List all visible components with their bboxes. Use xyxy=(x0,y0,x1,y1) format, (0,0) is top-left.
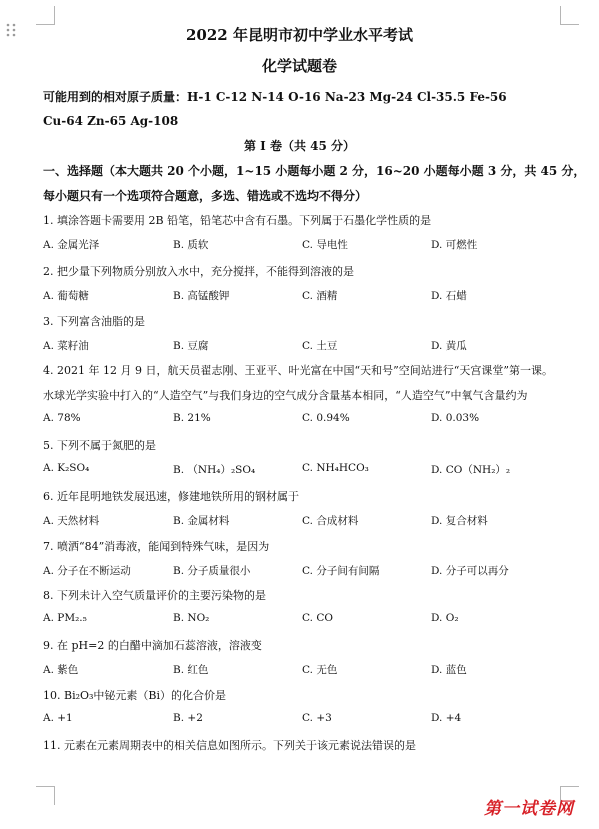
question-stem: 7. 喷洒“84”消毒液，能闻到特殊气味，是因为 xyxy=(43,540,270,553)
question-stem-continued: 水球光学实验中打入的“人造空气”与我们身边的空气成分含量基本相同，“人造空气”中氧气含量约为 xyxy=(43,389,528,402)
question-stem: 6. 近年昆明地铁发展迅速，修建地铁所用的钢材属于 xyxy=(43,490,299,503)
option-d: D. +4 xyxy=(431,712,462,724)
question-stem: 9. 在 pH=2 的白醋中滴加石蕊溶液，溶液变 xyxy=(43,639,262,652)
exam-title: 2022 年昆明市初中学业水平考试 xyxy=(186,26,413,44)
question-stem: 1. 填涂答题卡需要用 2B 铅笔，铅笔芯中含有石墨。下列属于石墨化学性质的是 xyxy=(43,214,432,227)
site-watermark-logo: 第一试卷网 xyxy=(484,799,574,819)
crop-mark-top-left xyxy=(36,6,55,25)
option-d: D. 0.03% xyxy=(431,412,480,424)
option-a: A. 菜籽油 xyxy=(43,340,89,352)
question-stem: 2. 把少量下列物质分别放入水中，充分搅拌，不能得到溶液的是 xyxy=(43,265,354,278)
option-c: C. 分子间有间隔 xyxy=(302,565,380,577)
option-c: C. 0.94% xyxy=(302,412,350,424)
option-d: D. 可燃性 xyxy=(431,239,478,251)
option-d: D. CO（NH₂）₂ xyxy=(431,464,511,476)
question-stem: 11. 元素在元素周期表中的相关信息如图所示。下列关于该元素说法错误的是 xyxy=(43,739,416,752)
option-b: B. NO₂ xyxy=(173,612,210,624)
option-c: C. CO xyxy=(302,612,333,624)
option-a: A. K₂SO₄ xyxy=(43,462,90,474)
option-a: A. 紫色 xyxy=(43,664,79,676)
option-a: A. 78% xyxy=(43,412,81,424)
option-b: B. 红色 xyxy=(173,664,209,676)
option-d: D. 蓝色 xyxy=(431,664,467,676)
option-b: B. 21% xyxy=(173,412,211,424)
option-c: C. 酒精 xyxy=(302,290,338,302)
atomic-mass-line-1: 可能用到的相对原子质量：H-1 C-12 N-14 O-16 Na-23 Mg-24 Cl-35.5 Fe-56 xyxy=(43,90,507,104)
exam-subtitle: 化学试题卷 xyxy=(261,57,337,75)
option-c: C. NH₄HCO₃ xyxy=(302,462,369,474)
option-a: A. 金属光泽 xyxy=(43,239,100,251)
crop-mark-top-right xyxy=(560,6,579,25)
option-c: C. 无色 xyxy=(302,664,338,676)
question-stem: 3. 下列富含油脂的是 xyxy=(43,315,145,328)
option-b: B. +2 xyxy=(173,712,203,724)
option-b: B. 金属材料 xyxy=(173,515,230,527)
option-b: B. 质软 xyxy=(173,239,209,251)
question-stem: 4. 2021 年 12 月 9 日，航天员翟志刚、王亚平、叶光富在中国“天和号”空间站进行“天宫课堂”第一课。 xyxy=(43,364,553,377)
option-a: A. 葡萄糖 xyxy=(43,290,89,302)
option-d: D. O₂ xyxy=(431,612,459,624)
volume-title: 第 I 卷（共 45 分） xyxy=(243,139,356,153)
option-a: A. +1 xyxy=(43,712,73,724)
option-b: B. 高锰酸钾 xyxy=(173,290,230,302)
option-d: D. 分子可以再分 xyxy=(431,565,509,577)
option-a: A. PM₂.₅ xyxy=(43,612,87,624)
option-c: C. 导电性 xyxy=(302,239,348,251)
option-c: C. 合成材料 xyxy=(302,515,359,527)
section-heading-line-2: 每小题只有一个选项符合题意，多选、错选或不选均不得分） xyxy=(43,189,368,203)
option-c: C. +3 xyxy=(302,712,332,724)
option-a: A. 天然材料 xyxy=(43,515,100,527)
option-b: B. 豆腐 xyxy=(173,340,209,352)
question-stem: 10. Bi₂O₃中铋元素（Bi）的化合价是 xyxy=(43,689,227,702)
option-b: B. （NH₄）₂SO₄ xyxy=(173,464,256,476)
option-d: D. 黄瓜 xyxy=(431,340,467,352)
option-d: D. 石蜡 xyxy=(431,290,467,302)
question-stem: 8. 下列未计入空气质量评价的主要污染物的是 xyxy=(43,589,266,602)
option-d: D. 复合材料 xyxy=(431,515,488,527)
option-c: C. 土豆 xyxy=(302,340,338,352)
question-stem: 5. 下列不属于氮肥的是 xyxy=(43,439,156,452)
option-a: A. 分子在不断运动 xyxy=(43,565,131,577)
crop-mark-bottom-left xyxy=(36,786,55,805)
atomic-mass-line-2: Cu-64 Zn-65 Ag-108 xyxy=(43,114,179,128)
section-heading-line-1: 一、选择题（本大题共 20 个小题，1~15 小题每小题 2 分，16~20 小题每小题 3 分，共 45 分， xyxy=(43,164,586,178)
option-b: B. 分子质量很小 xyxy=(173,565,251,577)
